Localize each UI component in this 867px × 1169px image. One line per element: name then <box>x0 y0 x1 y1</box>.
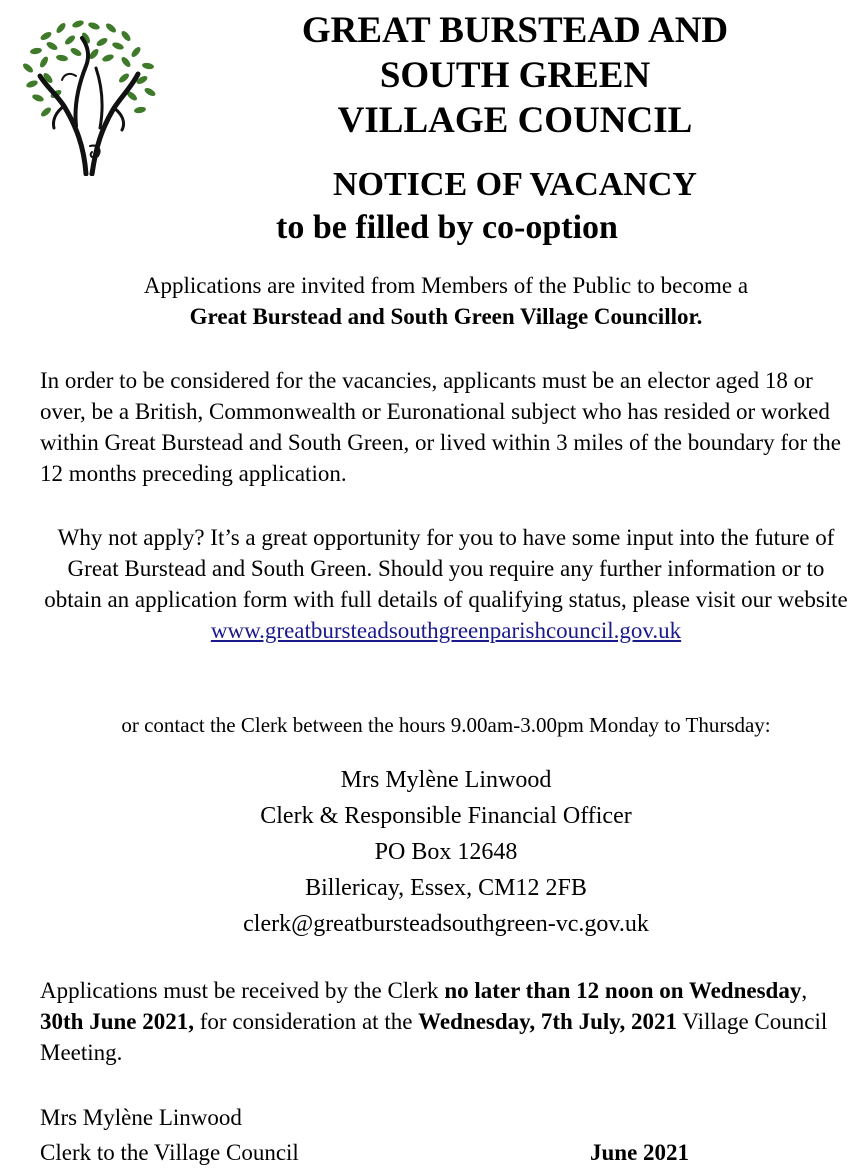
address-line: Clerk & Responsible Financial Officer <box>260 803 632 829</box>
signature-name: Mrs Mylène Linwood <box>40 1105 242 1130</box>
title-line: SOUTH GREEN <box>379 55 651 96</box>
address-line: Mrs Mylène Linwood <box>340 767 552 793</box>
why-apply-text: Why not apply? It’s a great opportunity for you to have some input into the future of Great Burstead and South Green. Should you require any further information or to obtain an application form with full details of qualifying status, please visit our website <box>44 525 848 612</box>
address-line: PO Box 12648 <box>374 839 518 865</box>
tree-logo-icon <box>16 16 162 176</box>
deadline-text: Applications must be received by the Clerk <box>40 978 445 1003</box>
clerk-address-block <box>40 762 852 942</box>
deadline-paragraph <box>40 975 840 1068</box>
deadline-date: 30th June 2021, <box>40 1009 194 1034</box>
council-title <box>180 8 850 143</box>
website-link[interactable]: www.greatbursteadsouthgreenparishcouncil.gov.uk <box>210 618 682 643</box>
why-apply-paragraph <box>40 522 852 646</box>
eligibility-paragraph: In order to be considered for the vacancies, applicants must be an elector aged 18 or over, be a British, Commonwealth or Euronational subject who has resided or worked within Great Burstead and South Green, or lived within 3 miles of the boundary for the 12 months preceding application. <box>40 368 841 486</box>
intro-line: Applications are invited from Members of the Public to become a <box>143 273 749 298</box>
address-line: Billericay, Essex, CM12 2FB <box>305 875 587 901</box>
clerk-email: clerk@greatbursteadsouthgreen-vc.gov.uk <box>243 911 649 937</box>
intro-paragraph <box>40 270 852 332</box>
deadline-text: Village Council Meeting. <box>40 1009 828 1065</box>
signature-role: Clerk to the Village Council <box>40 1140 299 1165</box>
deadline-bold: no later than 12 noon on Wednesday <box>444 978 802 1003</box>
contact-hours-text: or contact the Clerk between the hours 9.00am-3.00pm Monday to Thursday: <box>121 713 771 737</box>
title-line: GREAT BURSTEAD AND <box>301 10 729 51</box>
notice-date: June 2021 <box>590 1140 690 1165</box>
title-line: VILLAGE COUNCIL <box>337 100 693 141</box>
deadline-text: for consideration at the <box>194 1009 419 1034</box>
cooption-subheading: to be filled by co-option <box>276 209 618 246</box>
meeting-date: Wednesday, 7th July, 2021 <box>418 1009 677 1034</box>
deadline-text: , <box>801 978 808 1003</box>
notice-heading: NOTICE OF VACANCY <box>333 166 697 203</box>
intro-bold-line: Great Burstead and South Green Village Councillor. <box>189 304 703 329</box>
